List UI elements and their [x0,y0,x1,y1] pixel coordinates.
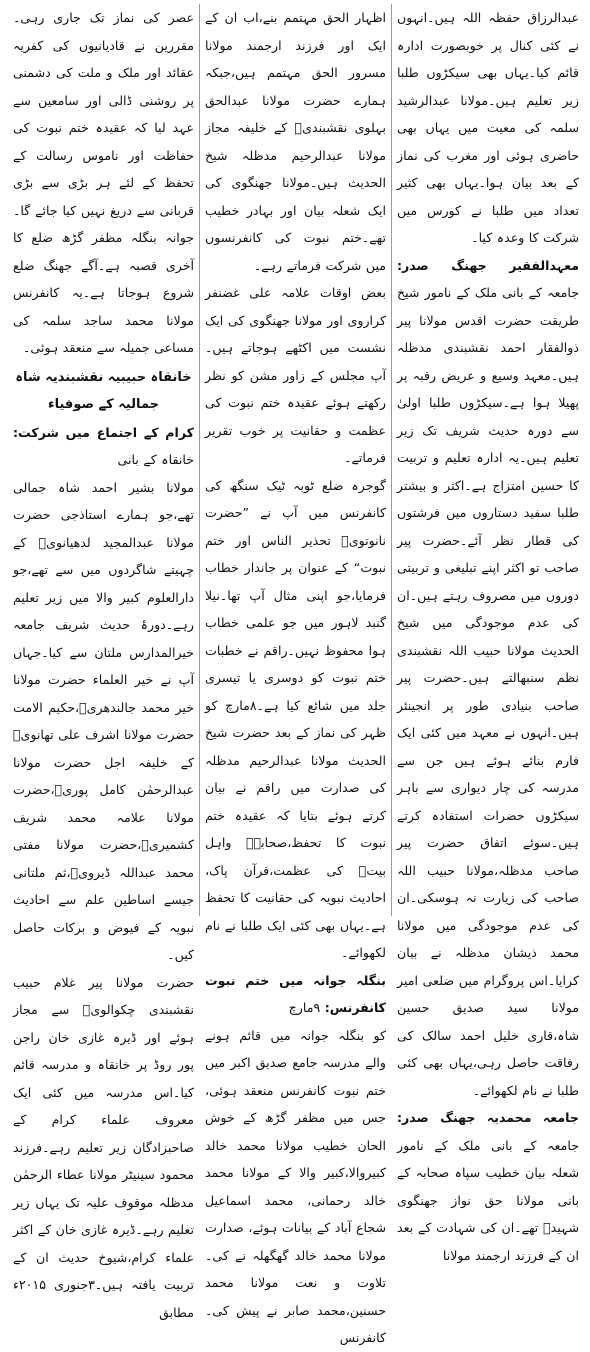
paragraph: مولانا بشیر احمد شاہ جمالی تھے،جو ہمارے استاذجی حضرت مولانا عبدالمجید لدھیانویؒ کے چہیتے شاگردوں میں سے تھے،جو دارالعلوم کبیر والا میں زیر تعلیم رہے۔دورۂ حدیث شریف جامعہ خیرالمدارس ملتان سے کیا۔جہاں آپ نے خیر العلماء حضرت مولانا خیر محمد جالندھریؒ،حکیم الامت حضرت مولانا اشرف علی تھانویؒ کے خلیفہ اجل حضرت مولانا عبدالرحمٰن کامل پوریؒ،حضرت مولانا علامہ محمد شریف کشمیریؒ،حضرت مولانا مفتی محمد عبداللہ ڈیرویؒ،ثم ملتانی جیسے اساطین علم سے احادیث نبویہ کے فیوض و برکات حاصل کیں۔ [13,479,194,962]
paragraph [397,1104,579,1269]
section-heading-inline: معہدالفقیر جھنگ صدر: [397,257,579,273]
paragraph: گوجرہ ضلع ٹوبہ ٹیک سنگھ کی کانفرنس میں آپ نے ”حضرت نانوتویؒ تحذیر الناس اور ختم نبوت“ کے عنوان پر جاندار خطاب فرمایا،جو اپنی مثال آپ تھا۔نیلا گنبد لاہور میں جو علمی خطاب ہوا محفوظ نہیں۔راقم نے خطبات ختم نبوت کو دوسری یا تیسری جلد میں شائع کیا ہے۔۸مارچ کو ظہر کی نماز کے بعد حضرت شیخ الحدیث مولانا عبدالرحیم مدظلہ کی صدارت میں راقم نے بیان کرتے ہوئے بتایا کہ عقیدہ ختم نبوت کا تحفظ،صحابہؓ واہل بیتؓ کی عظمت،قرآن پاک، احادیث نبویہ کی حقانیت کا تحفظ ہے۔یہاں بھی کئی ایک طلبا نے نام لکھوائے۔ [205,477,386,960]
column-1 [392,4,584,1263]
paragraph: عصر کی نماز تک جاری رہی۔مقررین نے قادیانیوں کی کفریہ عقائد اور ملک و ملت کی دشمنی پر روشنی ڈالی اور سامعین سے عہد لیا کہ عقیدہ ختم نبوت کی حفاظت اور ناموس رسالت کے تحفظ کے لئے ہر بڑی سے بڑی قربانی سے دریغ نہیں کیا جائے گا۔جوانہ بنگلہ مظفر گڑھ ضلع کا آخری قصبہ ہے۔آگے جھنگ ضلع شروع ہوجاتا ہے۔یہ کانفرنس مولانا محمد ساجد سلمہ کی مساعی جمیلہ سے منعقد ہوئی۔ [13,10,194,355]
paragraph-text: جامعہ کے بانی ملک کے نامور شیخ طریقت حضرت اقدس مولانا پیر ذوالفقار احمد نقشبندی مدظلہ ہیں۔معہد وسیع و عریض رقبہ پر پھیلا ہوا ہے۔سیکڑوں طلبا اولیٰ سے دورہ حدیث شریف تک زیر تعلیم ہیں۔یہ ادارہ تعلیم و تربیت کا حسین امتزاج ہے۔اکثر و بیشتر طلبا سفید دستاروں میں فرشتوں کی قطار نظر آئے۔حضرت پیر صاحب تو اکثر اپنے تبلیغی و تربیتی دوروں میں مصروف رہتے ہیں۔ان کی عدم موجودگی میں شیخ الحدیث مولانا حبیب اللہ نقشبندی نظم سنبھالتے ہیں۔حضرت پیر صاحب بنیادی طور پر انجینئر ہیں۔انہوں نے معہد میں کئی ایک فارم بنائے ہوئے ہیں جن سے مدرسہ کی چار دیواری سے باہر سیکڑوں حضرات استفادہ کرتے ہیں۔سوئے اتفاق حضرت پیر صاحب مدظلہ،مولانا حبیب اللہ صاحب کی زیارت نہ ہوسکی۔ان کی عدم موجودگی میں مولانا محمد ذیشان مدظلہ نے بیان کرایا۔اس پروگرام میں ضلعی امیر مولانا سید صدیق حسین شاہ،قاری خلیل احمد سالک کی رفاقت حاصل رہی،یہاں بھی کئی طلبا نے نام لکھوائے۔ [397,285,579,1098]
section-heading: خانقاہ حبیبیہ نقشبندیہ شاہ جمالیہ کے صوفیاء [15,369,192,412]
paragraph-text: جامعہ کے بانی ملک کے نامور شعلہ بیان خطیب سپاہ صحابہ کے بانی مولانا حق نواز جھنگوی شہیدؒ تھے۔ان کی شہادت کے بعد ان کے فرزند ارجمند مولانا [397,1137,579,1263]
column-2 [200,4,392,1345]
paragraph: بعض اوقات علامہ علی غضنفر کراروی اور مولانا جھنگوی کی ایک نشست میں اکٹھے ہوجاتے ہیں۔آپ مجلس کے زاور مشن کو نظر رکھتے ہوئے عقیدہ ختم نبوت کی عظمت و حقانیت پر خوب تقریر فرماتے۔ [205,285,386,465]
paragraph: اظہار الحق مہتمم بنے،اب ان کے ایک اور فرزند ارجمند مولانا مسرور الحق مہتمم ہیں،جبکہ ہمارے حضرت مولانا عبدالحق بہلوی نقشبندیؒ کے خلیفہ مجاز مولانا عبدالرحیم مدظلہ شیخ الحدیث ہیں۔مولانا جھنگوی کی ایک شعلہ بیان اور بہادر خطیب تھے۔ختم نبوت کی کانفرنسوں میں شرکت فرماتے رہے۔ [205,10,386,273]
paragraph: حضرت مولانا پیر غلام حبیب نقشبندی چکوالویؒ سے مجاز ہوئے اور ڈیرہ غازی خان راجن پور روڈ پر خانقاہ و مدرسہ قائم کیا۔اس مدرسہ میں کئی ایک معروف علماء کرام کے صاحبزادگان زیر تعلیم رہے۔فرزند محمود سینیٹر مولانا عطاء الرحمٰن مدظلہ موقوف علیہ تک یہاں زیر تعلیم رہے۔ڈیرہ غازی خان کے اکثر علماء کرام،شیوخ حدیث ان کے تربیت یافتہ ہیں۔۳جنوری ۲۰۱۵ء مطابق [13,974,194,1320]
section-heading-inline: کرام کے اجتماع میں شرکت: [13,424,194,440]
paragraph: عبدالرزاق حفظہ اللہ ہیں۔انہوں نے کئی کنال پر خوبصورت ادارہ قائم کیا۔یہاں بھی سیکڑوں طلبا زیر تعلیم ہیں۔مولانا عبدالرشید سلمہ کی معیت میں یہاں بھی حاضری ہوئی اور مغرب کی نماز کے بعد بیان ہوا۔یہاں بھی کثیر تعداد میں طلبا نے کورس میں شرکت کا وعدہ کیا۔ [397,10,579,245]
section-heading-inline: جامعہ محمدیہ جھنگ صدر: [397,1110,579,1125]
paragraph-text: ۹مارچ [288,1000,321,1015]
paragraph: کو بنگلہ جوانہ میں قائم ہونے والے مدرسہ جامع صدیق اکبر میں ختم نبوت کانفرنس منعقد ہوئی، جس میں مظفر گڑھ کے خوش الحان خطیب مولانا محمد خالد کبیروالا،کبیر والا کے مولانا محمد خالد رحمانی، محمد اسماعیل شجاع آباد کے بیانات ہوئے، صدارت مولانا محمد خالد گھگھلہ نے کی۔تلاوت و نعت مولانا محمد حسنین،محمد صابر نے پیش کی۔کانفرنس [205,1027,386,1345]
paragraph-text: خانقاہ کے بانی [117,452,194,467]
paragraph [397,252,579,1105]
paragraph [13,419,194,474]
paragraph [205,967,386,1022]
section-heading-inline: بنگلہ جوانہ میں ختم نبوت کانفرنس: [205,972,386,1015]
column-3 [8,4,200,1320]
